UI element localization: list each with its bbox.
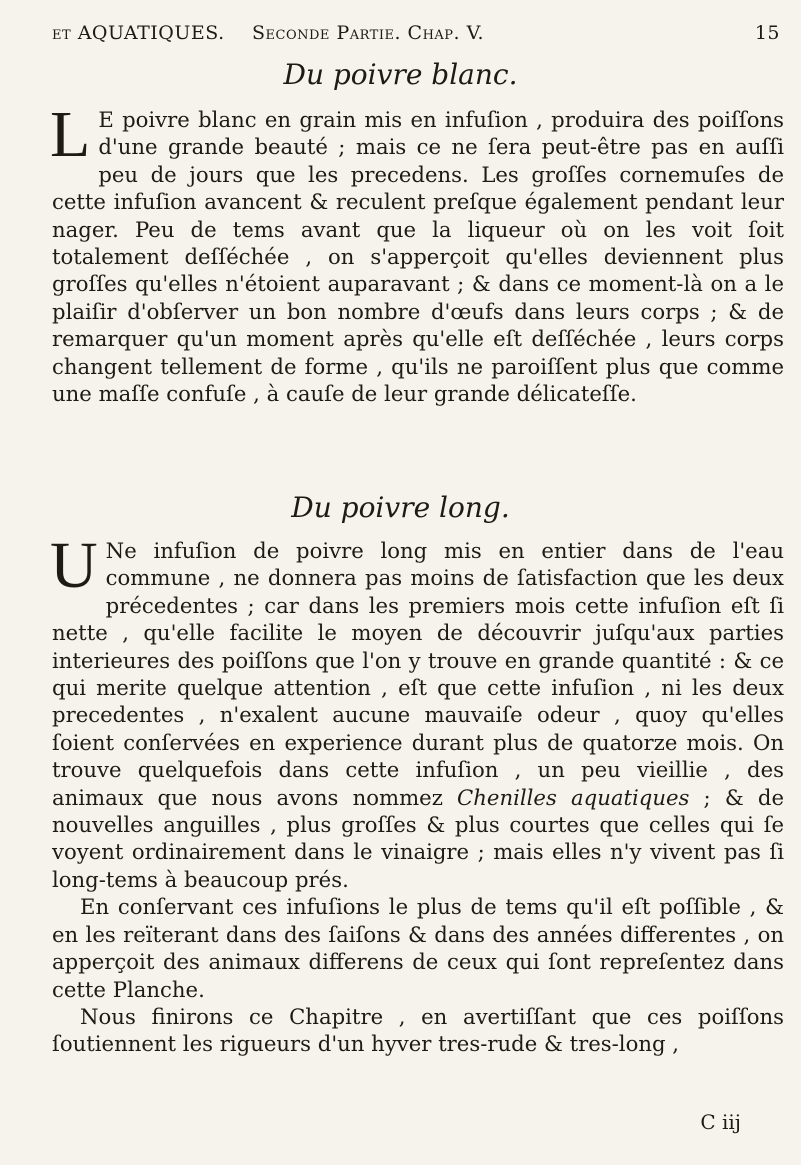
running-head-left: et AQUATIQUES. xyxy=(52,22,225,44)
paragraph-text: Ne infuſion de poivre long mis en entier dans de l'eau commune , ne donnera pas moins de ſatisfaction que les deux précedentes ; car dans les premiers mois cette infuſion eſt ſi nette , qu'elle facilite le moyen de découvrir juſqu'aux parties interieures des poiſſons que l'on y trouve en grande quantité : & ce qui merite quelque attention , eſt que cette infuſion , ni les deux precedentes , n'exalent aucune mauvaiſe odeur , quoy qu'elles ſoient conſervées en experience durant plus de quatorze mois. On trouve quelquefois dans cette infuſion , un peu vieillie , des animaux que nous avons nommez xyxy=(52,538,784,810)
section-title-poivre-long: Du poivre long. xyxy=(291,491,510,524)
drop-cap-l: L xyxy=(50,98,91,171)
running-head-center: Seconde Partie. Chap. V. xyxy=(252,22,485,44)
signature-mark: C iij xyxy=(700,1110,741,1134)
page-number: 15 xyxy=(754,22,780,44)
paragraph-text: E poivre blanc en grain mis en infuſion , produira des poiſſons d'une grande beauté ; mais ce ne ſera peut-être pas en auſſi peu de jours que les precedens. Les groſſes cornemuſes de cette infuſion avancent & reculent preſque également pendant leur nager. Peu de tems avant que la liqueur où on les voit ſoit totalement deſſéchée , on s'apperçoit qu'elles deviennent plus groſſes qu'elles n'étoient auparavant ; & dans ce moment-là on a le plaiſir d'obſerver un bon nombre d'œufs dans leurs corps ; & de remarquer qu'un moment après qu'elle eſt deſſéchée , leurs corps changent tellement de forme , qu'ils ne paroiſſent plus que comme une maſſe confuſe , à cauſe de leur grande délicateſſe. xyxy=(52,107,784,407)
drop-cap-u: U xyxy=(50,529,98,602)
paragraph-text: ; & de nouvelles anguilles , plus groſſes & plus courtes que celles qui ſe voyent ordinairement dans le vinaigre ; mais elles n'y vivent pas ſi long-tems à beaucoup prés. xyxy=(52,784,784,892)
term-chenilles-aquatiques: Chenilles aquatiques xyxy=(457,784,690,810)
paragraph-finirons: Nous finirons ce Chapitre , en avertiſſant que ces poiſſons ſoutiennent les rigueurs d'un hyver tres-rude & tres-long , xyxy=(52,1003,784,1057)
running-head xyxy=(52,22,780,50)
section-title-poivre-blanc: Du poivre blanc. xyxy=(283,58,518,91)
paragraph-poivre-blanc xyxy=(50,98,784,407)
paragraph-poivre-long xyxy=(50,529,784,1058)
paragraph-conservant: En conſervant ces infuſions le plus de tems qu'il eſt poſſible , & en les reïterant dans des ſaiſons & dans des années differentes , on apperçoit des animaux differens de ceux qui ſont repreſentez dans cette Planche. xyxy=(52,894,784,1002)
